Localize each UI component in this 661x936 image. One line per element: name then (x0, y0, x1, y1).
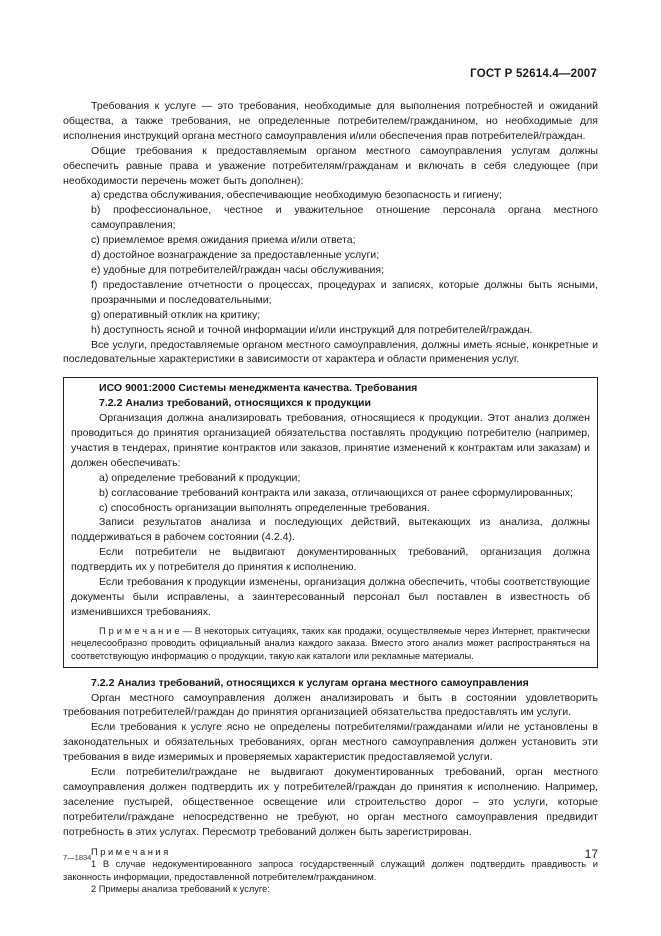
iso-box-title: ИСО 9001:2000 Системы менеджмента качества. Требования (99, 382, 418, 395)
note-item-2: 2 Примеры анализа требований к услуге: (91, 884, 270, 895)
iso-box-note-label: П р и м е ч а н и е (99, 625, 180, 636)
page-number: 17 (584, 847, 598, 861)
iso-box-paragraph-4: Если требования к продукции изменены, организация должна обеспечить, чтобы соответствующие документы были исправлены, а заинтересованный персонал был поставлен в известность об изменившихся требованиях. (71, 576, 590, 618)
requirement-item-e: e) удобные для потребителей/граждан часы обслуживания; (91, 263, 385, 276)
section-paragraph-3: Если потребители/граждане не выдвигают документированных требований, орган местного самоуправления должен подтвердить их у потребителей/граждан до принятия к исполнению. Например, заселение пустырей, общественное освещение или строительство дорог – это услуги, которые потребители/граждане непосредственно не требуют, но орган местного самоуправления предвидит потребность в этих услугах. Пересмотр требований должен быть зарегистрирован. (63, 766, 598, 838)
intro-closing-paragraph: Все услуги, предоставляемые органом местного самоуправления, должны иметь ясные, конкретные и последовательные характеристики в зависимости от характера и области применения услуг. (63, 338, 598, 366)
requirement-item-g: g) оперативный отклик на критику; (91, 308, 261, 321)
iso-box-note-text: — В некоторых ситуациях, таких как продажи, осуществляемые через Интернет, практически нецелесообразно проводить официальный анализ каждого заказа. Вместо этого анализ может распространяться на соответствующую информацию о продукции, такую как каталоги или рекламные материалы. (71, 625, 590, 661)
iso-box-list-item-c: c) способность организации выполнять определенные требования. (99, 501, 430, 514)
page-content (63, 99, 598, 896)
requirement-item-b: b) профессиональное, честное и уважительное отношение персонала органа местного самоуправления; (91, 204, 598, 232)
section-paragraph-2: Если требования к услуге ясно не определены потребителями/гражданами и/или не установлены в законодательных и обязательных требованиях, орган местного самоуправления должен установить эти требования в виде измеримых и проверяемых характеристик предоставляемой услуги. (63, 721, 598, 764)
section-title: 7.2.2 Анализ требований, относящихся к услугам органа местного самоуправления (91, 676, 529, 689)
iso-box-subtitle: 7.2.2 Анализ требований, относящихся к продукции (99, 397, 372, 410)
iso-box-list-item-a: a) определение требований к продукции; (99, 471, 301, 484)
requirement-item-a: a) средства обслуживания, обеспечивающие необходимую безопасность и гигиену; (91, 189, 502, 202)
intro-paragraph-1: Требования к услуге — это требования, необходимые для выполнения потребностей и ожиданий общества, а также требования, не определенные потребителем/гражданином, но необходимые для исполнения инструкций органа местного самоуправления и/или обеспечения прав потребителей/граждан. (63, 100, 598, 142)
note-item-1: 1 В случае недокументированного запроса государственный служащий должен подтвердить правдивость и законность информации, предоставленной потребителем/гражданином. (63, 859, 598, 882)
section-paragraph-1: Орган местного самоуправления должен анализировать и быть в состоянии удовлетворить требования потребителей/граждан до принятия организацией обязательства предоставлять им услуги. (63, 691, 598, 719)
requirement-item-c: c) приемлемое время ожидания приема и/или ответа; (91, 234, 356, 247)
iso-box-note (71, 625, 590, 663)
requirement-item-f: f) предоставление отчетности о процессах, процедурах и записях, которые должны быть ясными, прозрачными и последовательными; (91, 278, 598, 306)
iso-quote-box (63, 377, 598, 667)
iso-box-paragraph-1: Организация должна анализировать требования, относящиеся к продукции. Этот анализ должен проводиться до принятия организацией обязательства поставлять продукцию потребителю (например, участия в тендерах, принятие контрактов или заказов, принятие изменений к контрактам или заказам) и должен обеспечивать: (71, 412, 590, 469)
print-code: 7—1834 (63, 853, 92, 862)
requirement-item-h: h) доступность ясной и точной информации и/или инструкций для потребителей/граждан. (91, 323, 533, 336)
intro-paragraph-2: Общие требования к предоставляемым органом местного самоуправления услугам должны обеспечить равные права и уважение потребителям/гражданам и включать в себя следующее (при необходимости перечень может быть дополнен): (63, 144, 598, 187)
iso-box-paragraph-3: Если потребители не выдвигают документированных требований, организация должна подтвердить их у потребителя до принятия к исполнению. (71, 546, 590, 574)
notes-heading: П р и м е ч а н и я (91, 846, 169, 857)
requirement-item-d: d) достойное вознаграждение за предоставленные услуги; (91, 249, 380, 262)
iso-box-list-item-b: b) согласование требований контракта или заказа, отличающихся от ранее сформулированных; (99, 486, 573, 499)
iso-box-paragraph-2: Записи результатов анализа и последующих действий, вытекающих из анализа, должны поддерживаться в рабочем состоянии (4.2.4). (71, 516, 590, 544)
standard-code-header: ГОСТ Р 52614.4—2007 (470, 68, 597, 80)
